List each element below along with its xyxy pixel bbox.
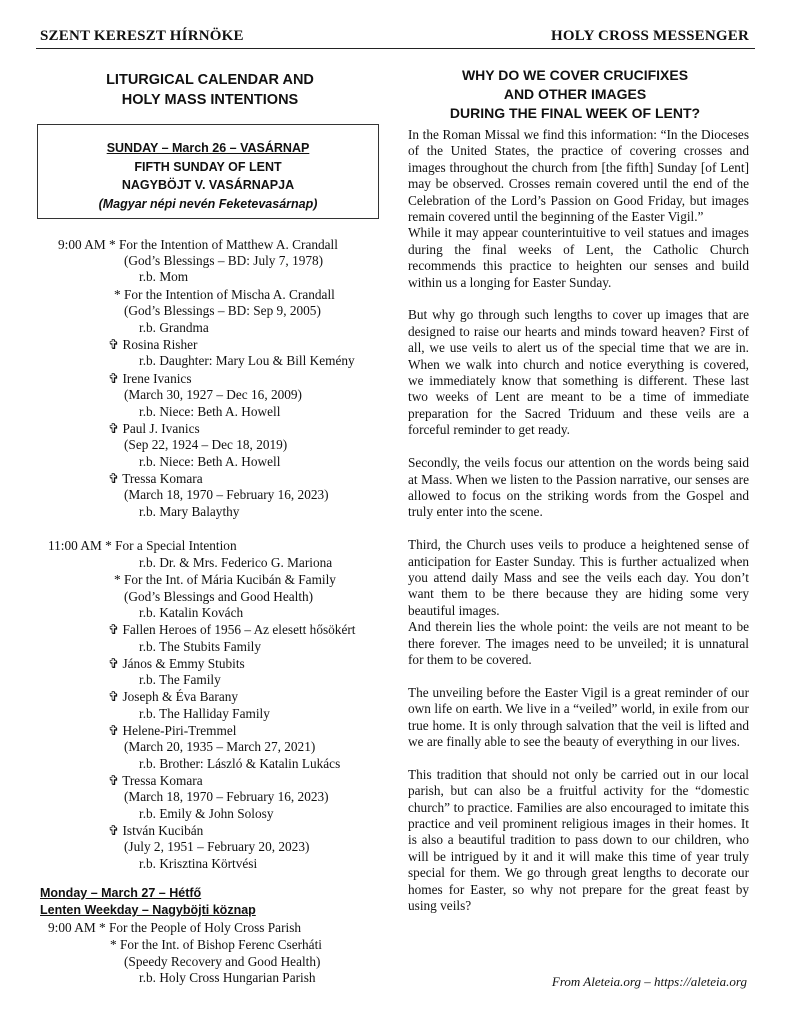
mass-intention-line: 9:00 AM * For the People of Holy Cross Parish [48, 920, 302, 935]
mass-intention-line: * For the Int. of Mária Kucibán & Family [114, 572, 336, 587]
sunday-heading-box [37, 124, 379, 219]
article-paragraph: And therein lies the whole point: the veils are not meant to be there forever. The images need to be unveiled; it is unnatural for them to be covered. [408, 619, 749, 667]
mass-intention-line: 11:00 AM * For a Special Intention [48, 538, 237, 553]
mass-intention-line: r.b. The Family [139, 672, 221, 687]
sunday-feast-english: FIFTH SUNDAY OF LENT [134, 159, 282, 174]
mass-intention-line: r.b. Katalin Kovách [139, 605, 244, 620]
mass-intention-line: (God’s Blessings and Good Health) [124, 589, 314, 604]
mass-intention-line: ✞ Tressa Komara [108, 471, 203, 486]
calendar-title-line: LITURGICAL CALENDAR AND [106, 72, 314, 88]
mass-intention-line: (Speedy Recovery and Good Health) [124, 954, 321, 969]
newsletter-title-english: HOLY CROSS MESSENGER [551, 28, 749, 44]
article-title-line: WHY DO WE COVER CRUCIFIXES [461, 67, 689, 83]
article-paragraph: But why go through such lengths to cover up images that are designed to raise our hearts and minds toward heaven? First of all, we use veils to alert us of the special time that we are in. When we walk into church and notice everything is covered, we immediately know that something is different. These last two weeks of Lent are meant to be a time of immediate preparation for the Sacred Triduum and these veils are a forceful reminder to get ready. [408, 307, 749, 438]
mass-intention-line: ✞ Tressa Komara [108, 773, 203, 788]
mass-intention-line: (March 18, 1970 – February 16, 2023) [124, 487, 329, 502]
mass-intention-line: ✞ Paul J. Ivanics [108, 421, 200, 436]
calendar-section-title [36, 70, 384, 110]
header-rule [36, 48, 755, 49]
mass-intention-line: ✞ János & Emmy Stubits [108, 656, 245, 671]
sunday-folk-name: (Magyar népi nevén Feketevasárnap) [98, 196, 318, 211]
article-title [400, 66, 750, 123]
newsletter-title-hungarian: SZENT KERESZT HÍRNÖKE [40, 28, 244, 44]
mass-intention-line: (Sep 22, 1924 – Dec 18, 2019) [124, 437, 288, 452]
mass-intention-line: r.b. Niece: Beth A. Howell [139, 454, 281, 469]
calendar-title-line: HOLY MASS INTENTIONS [121, 92, 299, 108]
mass-intention-line: (July 2, 1951 – February 20, 2023) [124, 839, 310, 854]
mass-intention-line: (March 30, 1927 – Dec 16, 2009) [124, 387, 302, 402]
article-source: From Aleteia.org – https://aleteia.org [551, 974, 747, 989]
mass-intention-line: (March 18, 1970 – February 16, 2023) [124, 789, 329, 804]
article-paragraph: Secondly, the veils focus our attention on the words being said at Mass. When we listen to the Passion narrative, our senses are allowed to focus on the striking words from the Gospel and truly enter into the scene. [408, 455, 749, 520]
mass-intention-line: r.b. Mary Balaythy [139, 504, 240, 519]
mass-intention-line: ✞ Rosina Risher [108, 337, 198, 352]
article-paragraph: Third, the Church uses veils to produce a heightened sense of anticipation for Easter Sunday. This is further actualized when you attend daily Mass and see the veils each day. You don’t want them to be there because they are hiding some very beautiful images. [408, 537, 749, 618]
mass-intention-line: r.b. Emily & John Solosy [139, 806, 274, 821]
monday-feast-heading: Lenten Weekday – Nagyböjti köznap [40, 903, 256, 917]
mass-intention-line: * For the Int. of Bishop Ferenc Cserháti [110, 937, 322, 952]
mass-intention-line: r.b. Brother: László & Katalin Lukács [139, 756, 341, 771]
sunday-date: SUNDAY – March 26 – VASÁRNAP [106, 141, 310, 155]
mass-intention-line: r.b. The Stubits Family [139, 639, 262, 654]
mass-intention-line: (God’s Blessings – BD: July 7, 1978) [124, 253, 324, 268]
mass-intention-line: ✞ Joseph & Éva Barany [108, 689, 239, 704]
mass-intention-line: r.b. Mom [139, 269, 189, 284]
article-title-line: AND OTHER IMAGES [503, 86, 647, 102]
mass-intention-line: r.b. Holy Cross Hungarian Parish [139, 970, 316, 985]
article-title-line: DURING THE FINAL WEEK OF LENT? [449, 105, 701, 121]
mass-intention-line: (God’s Blessings – BD: Sep 9, 2005) [124, 303, 321, 318]
mass-intention-line: ✞ István Kucibán [108, 823, 204, 838]
mass-intention-line: 9:00 AM * For the Intention of Matthew A. Crandall [58, 237, 338, 252]
mass-intention-line: r.b. The Halliday Family [139, 706, 270, 721]
mass-intention-line: r.b. Niece: Beth A. Howell [139, 404, 281, 419]
mass-intention-line: r.b. Krisztina Körtvési [139, 856, 258, 871]
mass-intention-line: ✞ Helene-Piri-Tremmel [108, 723, 237, 738]
mass-intention-line: (March 20, 1935 – March 27, 2021) [124, 739, 316, 754]
article-paragraph: While it may appear counterintuitive to veil statues and images during the final weeks of Lent, the Catholic Church recommends this practice to heighten our senses and build within us a longing for Easter Sunday. [408, 225, 749, 290]
article-paragraph: This tradition that should not only be carried out in our local parish, but can also be a fruitful activity for the “domestic church” to practice. Families are also encouraged to imitate this practice and veil prominent religious images in their homes. It is also a beautiful tradition to pass down to our children, who will be intrigued by it and it will make this time of year truly special for them. We go through great lengths to decorate our homes for Easter, so why not prepare for the great feast by using veils? [408, 766, 749, 914]
article-paragraph: The unveiling before the Easter Vigil is a great reminder of our own life on earth. We live in a “veiled” world, in exile from our true home. It is only through salvation that the veil is lifted and we are finally able to see the beauty of everything in our lives. [408, 684, 749, 749]
article-body [408, 127, 749, 914]
mass-intention-line: ✞ Irene Ivanics [108, 371, 192, 386]
mass-intention-line: r.b. Daughter: Mary Lou & Bill Kemény [139, 353, 355, 368]
mass-intention-line: r.b. Grandma [139, 320, 209, 335]
monday-date-heading: Monday – March 27 – Hétfő [40, 886, 202, 900]
article-paragraph: In the Roman Missal we find this information: “In the Dioceses of the United States, the practice of covering crosses and images throughout the church from [the fifth] Sunday [of Lent] may be observed. Crosses remain covered until the end of the Celebration of the Lord’s Passion on Good Friday, but images remain covered until the beginning of the Easter Vigil.” [408, 127, 749, 225]
mass-intention-line: * For the Intention of Mischa A. Crandall [114, 287, 335, 302]
mass-intention-line: r.b. Dr. & Mrs. Federico G. Mariona [139, 555, 333, 570]
mass-intention-line: ✞ Fallen Heroes of 1956 – Az elesett hősökért [108, 622, 356, 637]
sunday-feast-hungarian: NAGYBÖJT V. VASÁRNAPJA [121, 178, 295, 192]
